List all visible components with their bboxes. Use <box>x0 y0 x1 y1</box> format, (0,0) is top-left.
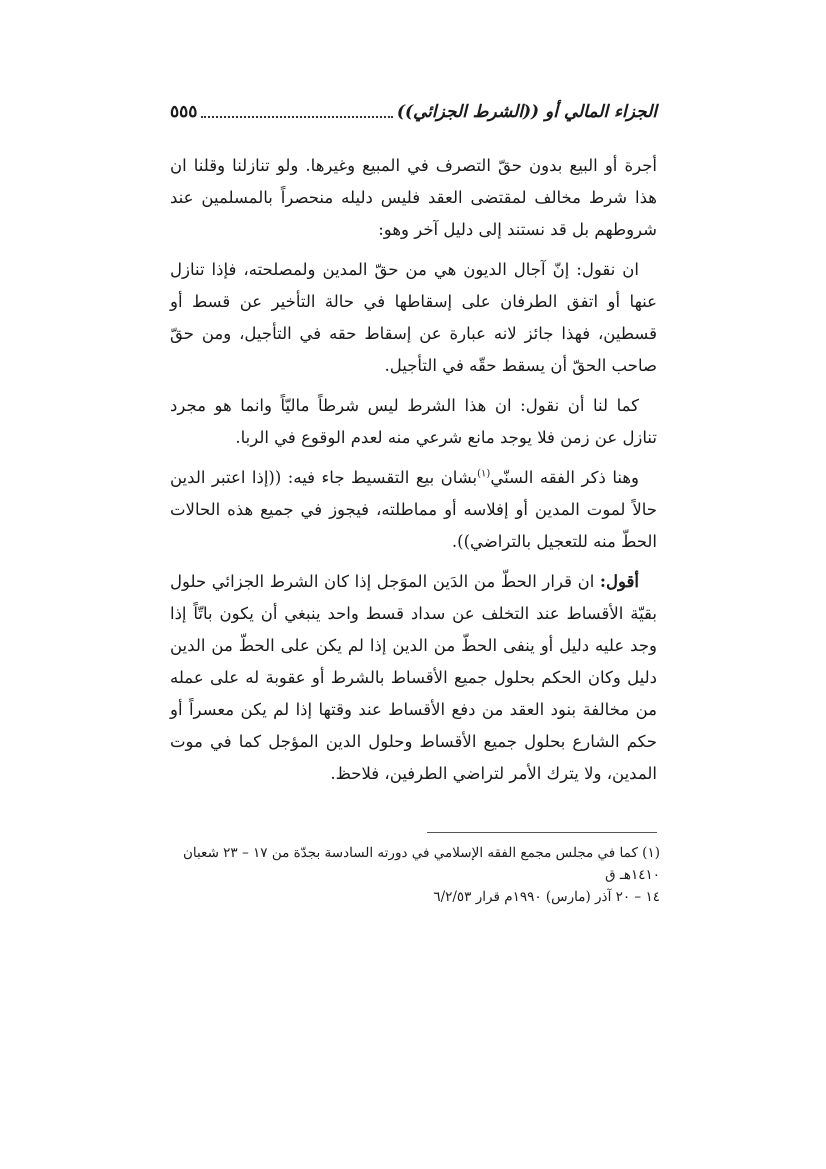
body-text <box>170 150 657 790</box>
paragraph-3: كما لنا أن نقول: ان هذا الشرط ليس شرطاً ماليّاً وانما هو مجرد تنازل عن زمن فلا يوجد مانع شرعي منه لعدم الوقوع في الربا. <box>170 396 657 447</box>
paragraph-5-text: ان قرار الحطّ من الدَين الموَجل إذا كان الشرط الجزائي حلول بقيّة الأقساط عند التخلف عن سداد قسط واحد ينبغي أن يكون باتّاً إذا وجد عليه دليل أو ينفى الحطّ من الدين إذا لم يكن على الحطّ من الدين دليل وكان الحكم بحلول جميع الأقساط بالشرط أو عقوبة له على عمله من مخالفة بنود العقد من دفع الأقساط عند وقتها إذا لم يكن معسراً أو حكم الشارع بحلول جميع الأقساط وحلول الدين المؤجل كما في موت المدين، ولا يترك الأمر لتراضي الطرفين، فلاحظ. <box>170 572 657 783</box>
footnote-line-2: ١٤ – ٢٠ آذر (مارس) ١٩٩٠م قرار ٦/٢/٥٣ <box>433 889 660 905</box>
footnote-marker[interactable]: (١) <box>477 468 491 480</box>
paragraph-5 <box>170 566 657 790</box>
page-number: ٥٥٥ <box>170 102 198 122</box>
paragraph-4-rest: بشان بيع التقسيط جاء فيه: ((إذا اعتبر الدين حالاً لموت المدين أو إفلاسه أو مماطلته، فيجوز في جميع هذه الحالات الحطّ منه للتعجيل بالتراضي)). <box>170 468 657 551</box>
paragraph-5-lead: أقول: <box>599 572 639 591</box>
running-header <box>170 92 657 122</box>
header-dot-leader <box>201 116 393 118</box>
paragraph-2: ان نقول: إنّ آجال الديون هي من حقّ المدين ولمصلحته، فإذا تنازل عنها أو اتفق الطرفان على إسقاطها في حالة التأخير عن قسط أو قسطين، فهذا جائز لانه عبارة عن إسقاط حقه في التأجيل، ومن حقّ صاحب الحقّ أن يسقط حقّه في التأجيل. <box>170 260 657 375</box>
footnote-divider <box>427 832 657 833</box>
footnote-line-1: (١) كما في مجلس مجمع الفقه الإسلامي في دورته السادسة بجدّة من ١٧ – ٢٣ شعبان ١٤١٠هـ ق <box>182 845 660 883</box>
paragraph-4-start: وهنا ذكر الفقه السنّي <box>490 468 639 487</box>
footnote <box>160 842 660 908</box>
paragraph-1: أجرة أو البيع بدون حقّ التصرف في المبيع وغيرها. ولو تنازلنا وقلنا ان هذا شرط مخالف لمقتضى العقد فليس دليله منحصراً بالمسلمين عند شروطهم بل قد نستند إلى دليل آخر وهو: <box>170 156 657 239</box>
header-title: الجزاء المالي أو ((الشرط الجزائي)) <box>396 102 657 122</box>
paragraph-4 <box>170 462 657 558</box>
